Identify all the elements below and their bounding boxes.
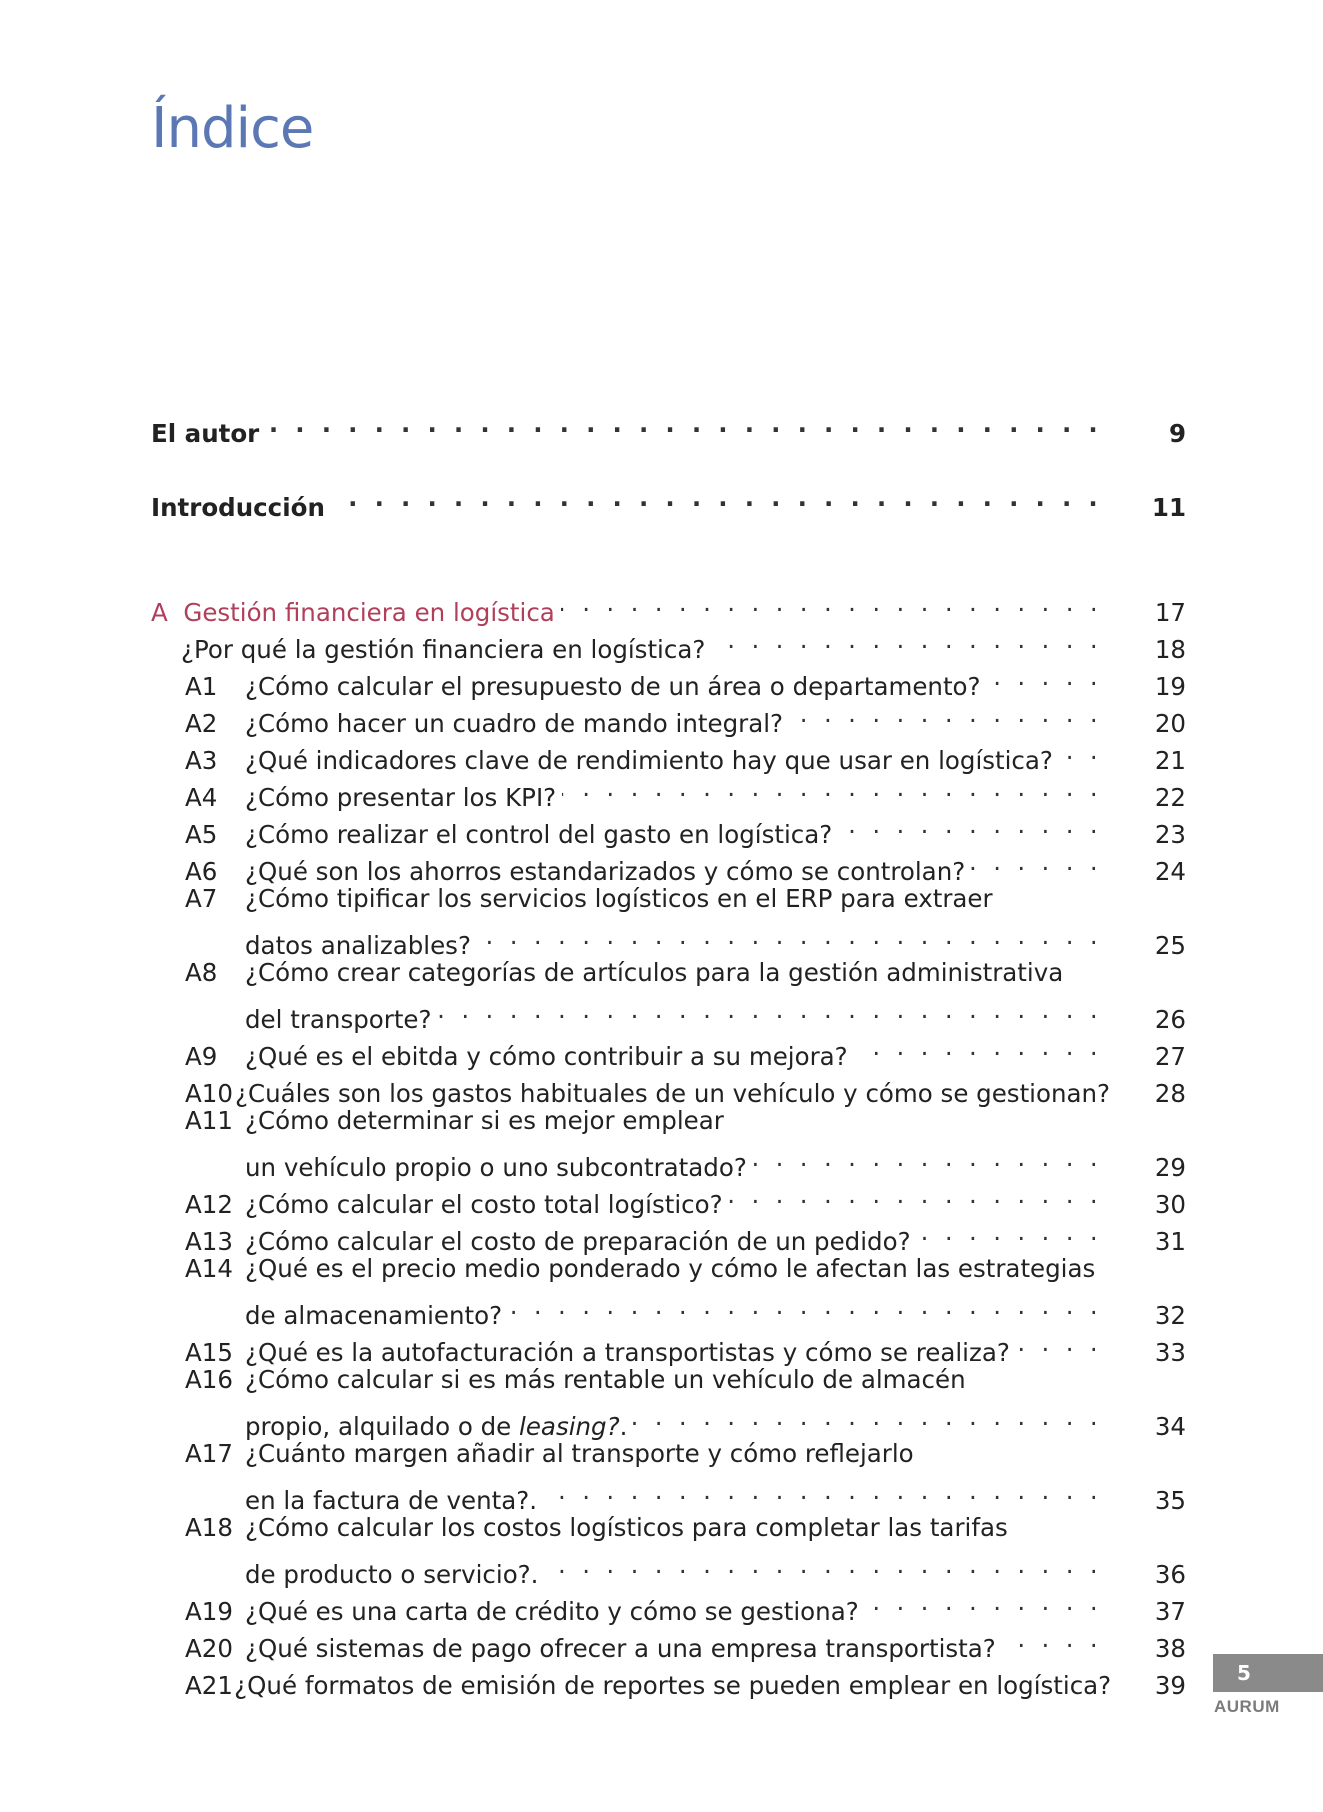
toc-item-label: ¿Qué son los ahorros estandarizados y cómo se controlan? xyxy=(245,857,966,886)
toc-entry-introduction[interactable] xyxy=(151,479,1186,522)
toc-item-label: ¿Cómo calcular el costo total logístico? xyxy=(245,1190,723,1219)
toc-item-number: A9 xyxy=(185,1042,218,1071)
toc-item-label: ¿Cuáles son los gastos habituales de un vehículo y cómo se gestionan? xyxy=(234,1079,1111,1108)
toc-item-label: ¿Cómo tipificar los servicios logísticos en el ERP para extraer xyxy=(245,884,993,913)
toc-page-number: 11 xyxy=(1151,493,1186,522)
toc-item-label: ¿Cómo realizar el control del gasto en logística? xyxy=(245,820,833,849)
toc-page-number: 20 xyxy=(1154,709,1186,738)
toc-page-number: 29 xyxy=(1154,1153,1186,1182)
toc-item-label: ¿Cómo hacer un cuadro de mando integral? xyxy=(245,709,784,738)
toc-item-label: ¿Qué es el ebitda y cómo contribuir a su mejora? xyxy=(245,1042,848,1071)
toc-item-label: ¿Cómo calcular si es más rentable un vehículo de almacén xyxy=(245,1365,966,1394)
leader-dots xyxy=(544,1546,1102,1583)
toc-page-number: 21 xyxy=(1154,746,1186,775)
toc-page-number: 9 xyxy=(1168,419,1186,448)
toc-item-a4[interactable] xyxy=(151,769,1186,812)
page-title: Índice xyxy=(151,96,314,161)
toc-item-a17[interactable] xyxy=(151,1435,1186,1472)
toc-item-a14[interactable] xyxy=(151,1250,1186,1287)
toc-entry-label: Introducción xyxy=(151,493,325,522)
toc-item-number: A15 xyxy=(185,1338,233,1367)
toc-item-label-continued: de producto o servicio?. xyxy=(245,1560,539,1589)
toc-item-a5[interactable] xyxy=(151,806,1186,849)
leader-dots xyxy=(265,405,1102,442)
leader-dots xyxy=(633,1398,1102,1435)
toc-item-label: ¿Cómo crear categorías de artículos para la gestión administrativa xyxy=(245,958,1064,987)
toc-item-label: ¿Qué es una carta de crédito y cómo se gestiona? xyxy=(245,1597,859,1626)
toc-item-label-continued: datos analizables? xyxy=(245,931,471,960)
toc-item-number: A7 xyxy=(185,884,218,913)
toc-item-a1[interactable] xyxy=(151,658,1186,701)
leader-dots xyxy=(987,658,1102,695)
leader-dots xyxy=(1002,1620,1102,1657)
toc-item-number: A1 xyxy=(185,672,218,701)
toc-page-number: 37 xyxy=(1154,1597,1186,1626)
toc-page-number: 39 xyxy=(1154,1671,1186,1700)
leader-dots xyxy=(789,695,1102,732)
toc-item-label: ¿Cómo presentar los KPI? xyxy=(245,783,557,812)
toc-entry-intro-question[interactable] xyxy=(151,621,1186,664)
toc-item-number: A14 xyxy=(185,1254,233,1283)
toc-item-a8[interactable] xyxy=(151,954,1186,991)
toc-entry-label: ¿Por qué la gestión financiera en logística? xyxy=(181,635,706,664)
toc-page-number: 36 xyxy=(1154,1560,1186,1589)
toc-entry-label: El autor xyxy=(151,419,260,448)
leader-dots xyxy=(917,1213,1102,1250)
toc-section-label: A Gestión financiera en logística xyxy=(151,598,555,627)
toc-item-label: ¿Qué indicadores clave de rendimiento hay que usar en logística? xyxy=(245,746,1053,775)
toc-page-number: 31 xyxy=(1154,1227,1186,1256)
leader-dots xyxy=(711,621,1102,658)
toc-item-number: A3 xyxy=(185,746,218,775)
toc-item-a7[interactable] xyxy=(151,880,1186,917)
leader-dots xyxy=(753,1139,1102,1176)
toc-item-label: ¿Cómo calcular el presupuesto de un área o departamento? xyxy=(245,672,981,701)
italic-term: leasing? xyxy=(519,1412,620,1441)
leader-dots xyxy=(1059,732,1102,769)
leader-dots xyxy=(508,1287,1102,1324)
toc-item-continuation[interactable] xyxy=(151,1287,1186,1330)
toc-item-a6[interactable] xyxy=(151,843,1186,886)
toc-page-number: 33 xyxy=(1154,1338,1186,1367)
leader-dots xyxy=(438,991,1102,1028)
toc-entry-author[interactable] xyxy=(151,405,1186,448)
leader-dots xyxy=(543,1472,1102,1509)
toc-page-number: 18 xyxy=(1154,635,1186,664)
toc-item-continuation[interactable] xyxy=(151,1398,1186,1441)
toc-page-number: 32 xyxy=(1154,1301,1186,1330)
toc-item-label: ¿Cuánto margen añadir al transporte y cómo reflejarlo xyxy=(245,1439,914,1468)
toc-item-a10[interactable] xyxy=(151,1065,1186,1108)
toc-item-continuation[interactable] xyxy=(151,1139,1186,1182)
toc-item-label: ¿Qué es la autofacturación a transportistas y cómo se realiza? xyxy=(245,1338,1010,1367)
toc-item-continuation[interactable] xyxy=(151,991,1186,1034)
toc-item-number: A13 xyxy=(185,1227,233,1256)
toc-item-a9[interactable] xyxy=(151,1028,1186,1071)
toc-item-label: ¿Qué es el precio medio ponderado y cómo le afectan las estrategias xyxy=(245,1254,1096,1283)
toc-page-number: 38 xyxy=(1154,1634,1186,1663)
toc-items-list xyxy=(151,658,1186,1700)
toc-item-number: A19 xyxy=(185,1597,233,1626)
toc-item-label-continued: de almacenamiento? xyxy=(245,1301,503,1330)
toc-page-number: 34 xyxy=(1154,1412,1186,1441)
toc-page-number: 35 xyxy=(1154,1486,1186,1515)
toc-item-a11[interactable] xyxy=(151,1102,1186,1139)
toc-item-label-continued: un vehículo propio o uno subcontratado? xyxy=(245,1153,747,1182)
toc-item-a19[interactable] xyxy=(151,1583,1186,1626)
toc-item-a15[interactable] xyxy=(151,1324,1186,1367)
toc-section-a[interactable] xyxy=(151,584,1186,627)
toc-item-label-continued: propio, alquilado o de leasing?. xyxy=(245,1412,628,1441)
toc-page-number: 17 xyxy=(1154,598,1186,627)
toc-item-number: A4 xyxy=(185,783,218,812)
toc-item-number: A17 xyxy=(185,1439,233,1468)
toc-item-a12[interactable] xyxy=(151,1176,1186,1219)
toc-item-a16[interactable] xyxy=(151,1361,1186,1398)
leader-dots xyxy=(729,1176,1102,1213)
leader-dots xyxy=(838,806,1102,843)
toc-page-number: 23 xyxy=(1154,820,1186,849)
toc-item-a2[interactable] xyxy=(151,695,1186,738)
toc-page-number: 19 xyxy=(1154,672,1186,701)
toc-page-number: 28 xyxy=(1154,1079,1186,1108)
leader-dots xyxy=(331,479,1102,516)
leader-dots xyxy=(971,843,1102,880)
toc-item-number: A5 xyxy=(185,820,218,849)
toc-item-number: A12 xyxy=(185,1190,233,1219)
publisher-logo: AURUM xyxy=(1214,1697,1280,1716)
toc-item-number: A2 xyxy=(185,709,218,738)
toc-item-label: ¿Cómo calcular el costo de preparación de un pedido? xyxy=(245,1227,911,1256)
toc-page-number: 25 xyxy=(1154,931,1186,960)
toc-item-number: A11 xyxy=(185,1106,233,1135)
leader-dots xyxy=(1016,1324,1102,1361)
toc-item-number: A21 xyxy=(185,1671,233,1700)
leader-dots xyxy=(562,769,1102,806)
toc-page-number: 27 xyxy=(1154,1042,1186,1071)
toc-item-label: ¿Cómo calcular los costos logísticos para completar las tarifas xyxy=(245,1513,1008,1542)
toc-item-a3[interactable] xyxy=(151,732,1186,775)
toc-item-continuation[interactable] xyxy=(151,1546,1186,1589)
leader-dots xyxy=(561,584,1102,621)
toc-page-number: 24 xyxy=(1154,857,1186,886)
toc-item-number: A8 xyxy=(185,958,218,987)
toc-item-continuation[interactable] xyxy=(151,1472,1186,1515)
toc-item-continuation[interactable] xyxy=(151,917,1186,960)
toc-item-label: ¿Qué sistemas de pago ofrecer a una empresa transportista? xyxy=(245,1634,996,1663)
toc-item-a18[interactable] xyxy=(151,1509,1186,1546)
toc-item-number: A18 xyxy=(185,1513,233,1542)
toc-item-number: A10 xyxy=(185,1079,233,1108)
toc-page-number: 26 xyxy=(1154,1005,1186,1034)
toc-item-a13[interactable] xyxy=(151,1213,1186,1256)
toc-item-number: A16 xyxy=(185,1365,233,1394)
toc-item-number: A20 xyxy=(185,1634,233,1663)
leader-dots xyxy=(865,1583,1102,1620)
toc-item-label-continued: en la factura de venta?. xyxy=(245,1486,538,1515)
leader-dots xyxy=(854,1028,1102,1065)
table-of-contents xyxy=(151,405,1186,1700)
toc-item-label: ¿Qué formatos de emisión de reportes se pueden emplear en logística? xyxy=(234,1671,1112,1700)
toc-item-number: A6 xyxy=(185,857,218,886)
toc-item-label-continued: del transporte? xyxy=(245,1005,432,1034)
toc-item-a21[interactable] xyxy=(151,1657,1186,1700)
toc-page-number: 30 xyxy=(1154,1190,1186,1219)
toc-item-a20[interactable] xyxy=(151,1620,1186,1663)
leader-dots xyxy=(477,917,1102,954)
toc-page-number: 22 xyxy=(1154,783,1186,812)
page-number-badge: 5 xyxy=(1213,1654,1323,1692)
toc-item-label: ¿Cómo determinar si es mejor emplear xyxy=(245,1106,724,1135)
